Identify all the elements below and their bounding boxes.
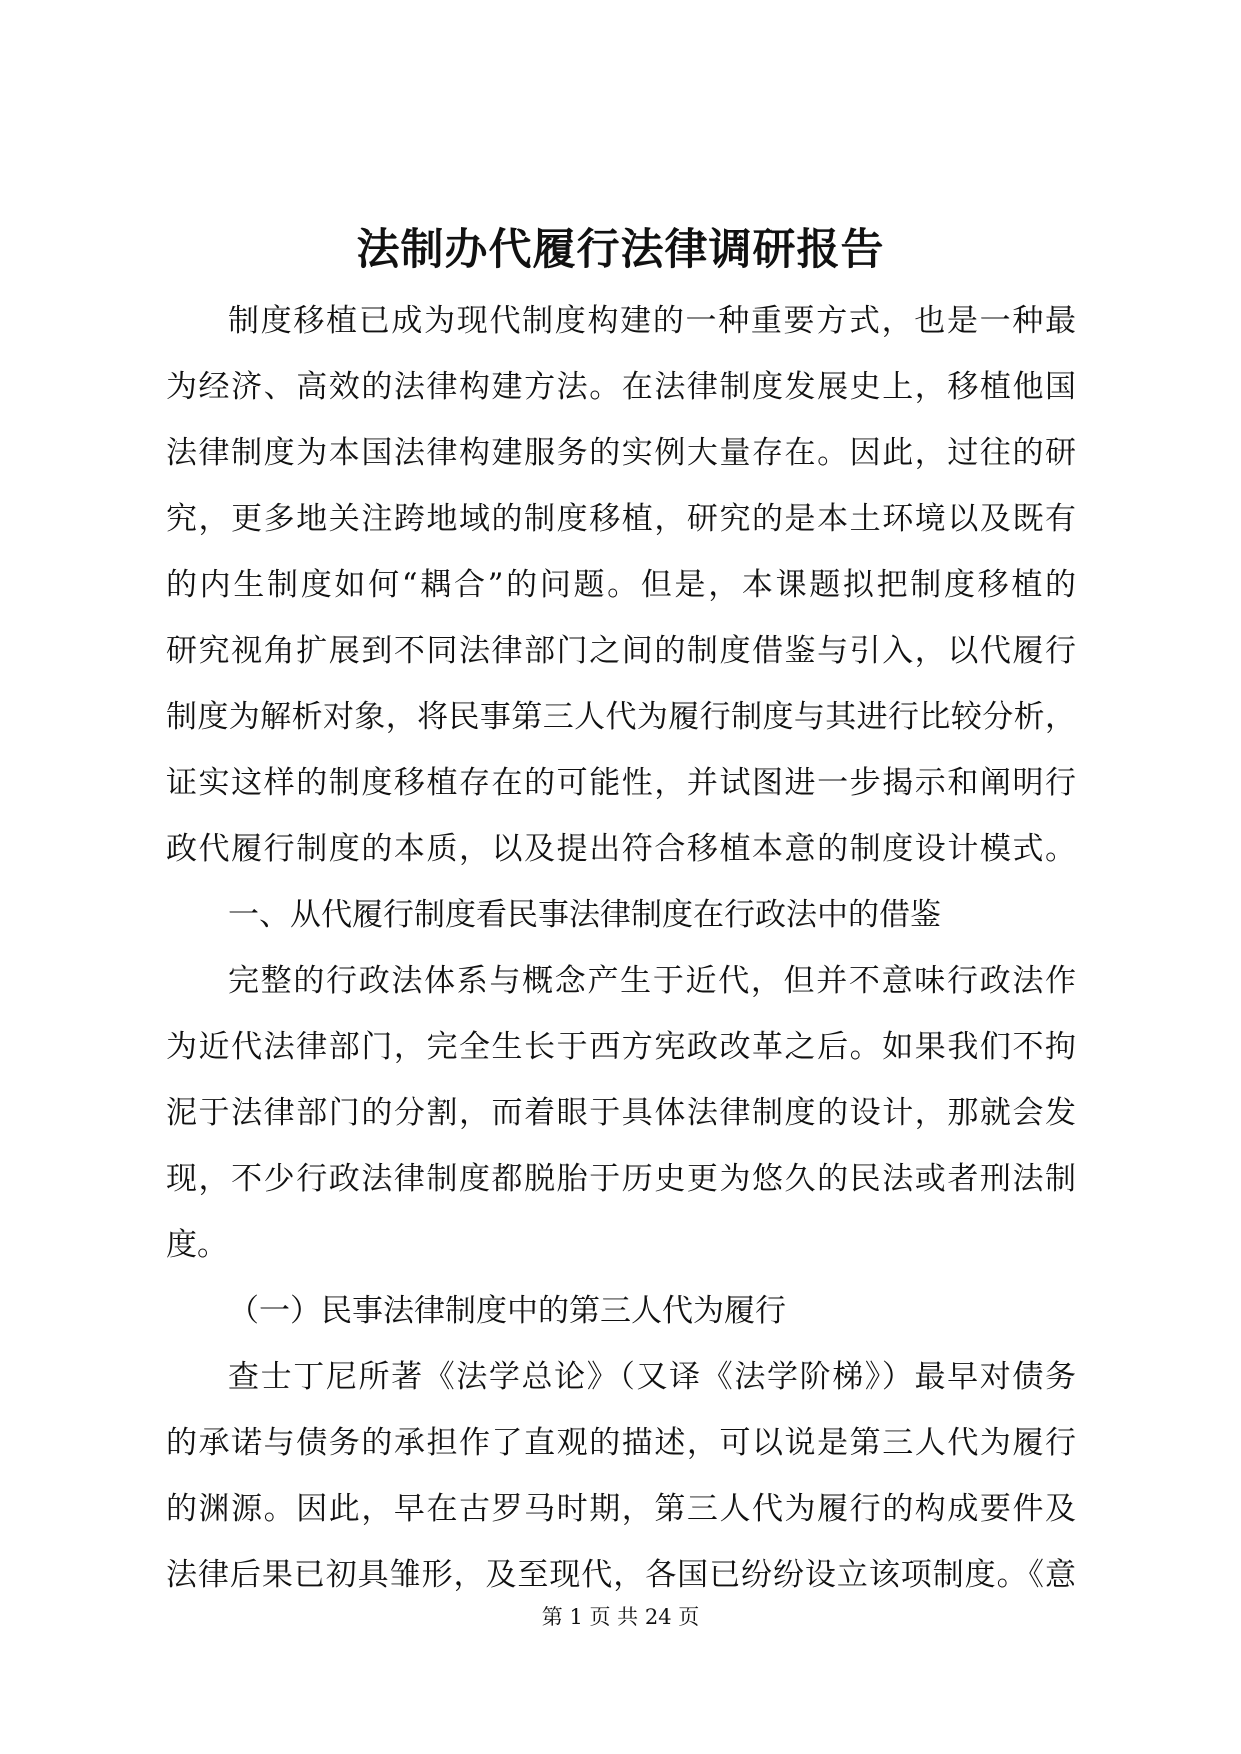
section-heading: 一、从代履行制度看民事法律制度在行政法中的借鉴 [228,897,941,933]
page-number-footer: 第 1 页 共 24 页 [541,1605,700,1629]
text-line: 为经济、高效的法律构建方法。在法律制度发展史上，移植他国 [166,369,1076,405]
text-line: 查士丁尼所著《法学总论》（又译《法学阶梯》）最早对债务 [228,1359,1076,1395]
text-line: 政代履行制度的本质，以及提出符合移植本意的制度设计模式。 [166,831,1076,867]
text-line: 为近代法律部门，完全生长于西方宪政改革之后。如果我们不拘 [166,1029,1076,1065]
text-line: 证实这样的制度移植存在的可能性，并试图进一步揭示和阐明行 [166,765,1076,801]
text-line: 完整的行政法体系与概念产生于近代，但并不意味行政法作 [228,963,1076,999]
text-line: 法律制度为本国法律构建服务的实例大量存在。因此，过往的研 [166,435,1076,471]
text-line: 的内生制度如何“耦合”的问题。但是，本课题拟把制度移植的 [166,567,1076,603]
text-line: 制度移植已成为现代制度构建的一种重要方式，也是一种最 [228,303,1076,339]
text-line: 的渊源。因此，早在古罗马时期，第三人代为履行的构成要件及 [166,1491,1076,1527]
document-title: 法制办代履行法律调研报告 [356,225,885,275]
text-line: 究，更多地关注跨地域的制度移植，研究的是本土环境以及既有 [166,501,1076,537]
text-line: 研究视角扩展到不同法律部门之间的制度借鉴与引入，以代履行 [166,633,1076,669]
text-line: 制度为解析对象，将民事第三人代为履行制度与其进行比较分析， [166,699,1076,735]
subsection-heading: （一）民事法律制度中的第三人代为履行 [228,1293,786,1329]
text-line: 的承诺与债务的承担作了直观的描述，可以说是第三人代为履行 [166,1425,1076,1461]
text-line: 现，不少行政法律制度都脱胎于历史更为悠久的民法或者刑法制 [166,1161,1076,1197]
document-body [166,288,1076,1608]
text-line: 法律后果已初具雏形，及至现代，各国已纷纷设立该项制度。《意 [166,1557,1076,1593]
text-line: 泥于法律部门的分割，而着眼于具体法律制度的设计，那就会发 [166,1095,1076,1131]
text-line: 度。 [166,1227,228,1263]
